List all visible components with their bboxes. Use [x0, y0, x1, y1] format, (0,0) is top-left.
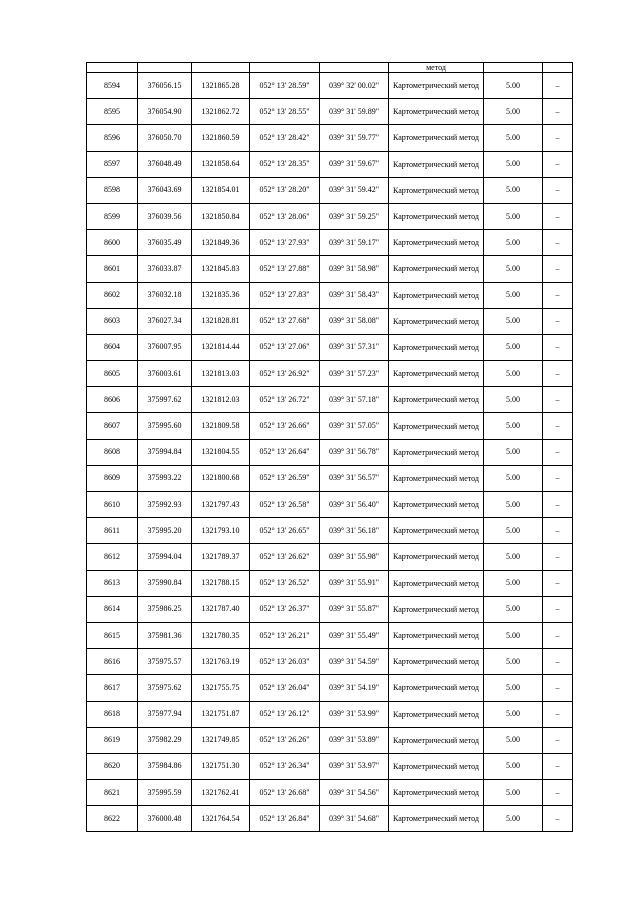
latitude-cell: 052° 13' 26.52" [250, 570, 320, 596]
table-row [87, 387, 573, 413]
y-coordinate-cell: 1321813.03 [192, 361, 250, 387]
table-row [87, 806, 573, 832]
y-coordinate-cell: 1321789.37 [192, 544, 250, 570]
point-number-cell: 8621 [87, 780, 138, 806]
point-number-cell: 8622 [87, 806, 138, 832]
x-coordinate-cell: 375975.62 [138, 675, 192, 701]
note-cell: – [543, 753, 573, 779]
table-row [87, 308, 573, 334]
x-coordinate-cell: 376056.15 [138, 73, 192, 99]
longitude-cell: 039° 31' 54.56" [320, 780, 389, 806]
latitude-cell: 052° 13' 26.21" [250, 622, 320, 648]
accuracy-cell: 5.00 [484, 753, 543, 779]
longitude-cell: 039° 31' 59.89" [320, 99, 389, 125]
longitude-cell: 039° 31' 57.31" [320, 334, 389, 360]
point-number-cell: 8601 [87, 256, 138, 282]
x-coordinate-cell: 375994.84 [138, 439, 192, 465]
point-number-cell: 8595 [87, 99, 138, 125]
method-cell: Картометрический метод [389, 518, 484, 544]
method-cell: Картометрический метод [389, 334, 484, 360]
y-coordinate-cell: 1321804.55 [192, 439, 250, 465]
point-number-cell: 8597 [87, 151, 138, 177]
x-coordinate-cell: 376032.18 [138, 282, 192, 308]
y-coordinate-cell: 1321835.36 [192, 282, 250, 308]
table-row [87, 701, 573, 727]
cell-empty [192, 63, 250, 73]
x-coordinate-cell: 375992.93 [138, 492, 192, 518]
x-coordinate-cell: 376033.87 [138, 256, 192, 282]
accuracy-cell: 5.00 [484, 230, 543, 256]
cell-empty [138, 63, 192, 73]
longitude-cell: 039° 31' 54.19" [320, 675, 389, 701]
accuracy-cell: 5.00 [484, 465, 543, 491]
x-coordinate-cell: 375975.57 [138, 649, 192, 675]
y-coordinate-cell: 1321812.03 [192, 387, 250, 413]
latitude-cell: 052° 13' 26.66" [250, 413, 320, 439]
y-coordinate-cell: 1321809.58 [192, 413, 250, 439]
accuracy-cell: 5.00 [484, 570, 543, 596]
latitude-cell: 052° 13' 26.68" [250, 780, 320, 806]
x-coordinate-cell: 375982.29 [138, 727, 192, 753]
y-coordinate-cell: 1321763.19 [192, 649, 250, 675]
longitude-cell: 039° 31' 59.25" [320, 203, 389, 229]
note-cell: – [543, 177, 573, 203]
note-cell: – [543, 465, 573, 491]
table-row [87, 596, 573, 622]
latitude-cell: 052° 13' 26.26" [250, 727, 320, 753]
x-coordinate-cell: 376050.70 [138, 125, 192, 151]
latitude-cell: 052° 13' 28.59" [250, 73, 320, 99]
point-number-cell: 8606 [87, 387, 138, 413]
note-cell: – [543, 203, 573, 229]
x-coordinate-cell: 376043.69 [138, 177, 192, 203]
accuracy-cell: 5.00 [484, 334, 543, 360]
note-cell: – [543, 282, 573, 308]
note-cell: – [543, 622, 573, 648]
latitude-cell: 052° 13' 27.06" [250, 334, 320, 360]
point-number-cell: 8620 [87, 753, 138, 779]
note-cell: – [543, 334, 573, 360]
method-cell: Картометрический метод [389, 99, 484, 125]
x-coordinate-cell: 375990.84 [138, 570, 192, 596]
latitude-cell: 052° 13' 26.04" [250, 675, 320, 701]
cell-empty [320, 63, 389, 73]
latitude-cell: 052° 13' 26.58" [250, 492, 320, 518]
latitude-cell: 052° 13' 27.88" [250, 256, 320, 282]
table-row [87, 125, 573, 151]
longitude-cell: 039° 31' 58.98" [320, 256, 389, 282]
x-coordinate-cell: 376003.61 [138, 361, 192, 387]
method-cell: Картометрический метод [389, 570, 484, 596]
note-cell: – [543, 701, 573, 727]
point-number-cell: 8610 [87, 492, 138, 518]
point-number-cell: 8617 [87, 675, 138, 701]
table-row [87, 544, 573, 570]
note-cell: – [543, 230, 573, 256]
table-row [87, 282, 573, 308]
point-number-cell: 8613 [87, 570, 138, 596]
point-number-cell: 8611 [87, 518, 138, 544]
table-row [87, 203, 573, 229]
table-row [87, 727, 573, 753]
method-cell: Картометрический метод [389, 282, 484, 308]
accuracy-cell: 5.00 [484, 780, 543, 806]
method-cell: Картометрический метод [389, 465, 484, 491]
table-row [87, 334, 573, 360]
point-number-cell: 8604 [87, 334, 138, 360]
longitude-cell: 039° 31' 57.05" [320, 413, 389, 439]
longitude-cell: 039° 31' 56.57" [320, 465, 389, 491]
longitude-cell: 039° 31' 54.59" [320, 649, 389, 675]
x-coordinate-cell: 375981.36 [138, 622, 192, 648]
longitude-cell: 039° 31' 58.08" [320, 308, 389, 334]
cell-empty [87, 63, 138, 73]
table-body [87, 63, 573, 832]
note-cell: – [543, 727, 573, 753]
point-number-cell: 8607 [87, 413, 138, 439]
method-cell: Картометрический метод [389, 544, 484, 570]
point-number-cell: 8600 [87, 230, 138, 256]
method-cell: Картометрический метод [389, 806, 484, 832]
latitude-cell: 052° 13' 28.20" [250, 177, 320, 203]
accuracy-cell: 5.00 [484, 596, 543, 622]
table-row [87, 649, 573, 675]
longitude-cell: 039° 31' 53.89" [320, 727, 389, 753]
method-cell: Картометрический метод [389, 413, 484, 439]
longitude-cell: 039° 31' 55.98" [320, 544, 389, 570]
table-row [87, 99, 573, 125]
x-coordinate-cell: 375997.62 [138, 387, 192, 413]
table-row [87, 570, 573, 596]
table-row [87, 492, 573, 518]
point-number-cell: 8608 [87, 439, 138, 465]
accuracy-cell: 5.00 [484, 544, 543, 570]
y-coordinate-cell: 1321800.68 [192, 465, 250, 491]
latitude-cell: 052° 13' 26.84" [250, 806, 320, 832]
y-coordinate-cell: 1321860.59 [192, 125, 250, 151]
latitude-cell: 052° 13' 28.55" [250, 99, 320, 125]
latitude-cell: 052° 13' 27.83" [250, 282, 320, 308]
note-cell: – [543, 125, 573, 151]
x-coordinate-cell: 375977.94 [138, 701, 192, 727]
table-row [87, 465, 573, 491]
table-row [87, 622, 573, 648]
table-row [87, 413, 573, 439]
latitude-cell: 052° 13' 26.34" [250, 753, 320, 779]
longitude-cell: 039° 31' 53.97" [320, 753, 389, 779]
table-row [87, 675, 573, 701]
accuracy-cell: 5.00 [484, 622, 543, 648]
note-cell: – [543, 544, 573, 570]
table-row [87, 439, 573, 465]
latitude-cell: 052° 13' 26.62" [250, 544, 320, 570]
table-row [87, 230, 573, 256]
note-cell: – [543, 596, 573, 622]
note-cell: – [543, 151, 573, 177]
table-row [87, 256, 573, 282]
longitude-cell: 039° 31' 54.68" [320, 806, 389, 832]
accuracy-cell: 5.00 [484, 99, 543, 125]
longitude-cell: 039° 31' 55.87" [320, 596, 389, 622]
accuracy-cell: 5.00 [484, 177, 543, 203]
coordinates-table [86, 62, 573, 832]
point-number-cell: 8619 [87, 727, 138, 753]
y-coordinate-cell: 1321845.83 [192, 256, 250, 282]
continuation-row [87, 63, 573, 73]
table-row [87, 361, 573, 387]
cell-empty [250, 63, 320, 73]
accuracy-cell: 5.00 [484, 439, 543, 465]
method-cell: Картометрический метод [389, 596, 484, 622]
accuracy-cell: 5.00 [484, 73, 543, 99]
method-cell: Картометрический метод [389, 387, 484, 413]
accuracy-cell: 5.00 [484, 518, 543, 544]
x-coordinate-cell: 376048.49 [138, 151, 192, 177]
note-cell: – [543, 439, 573, 465]
y-coordinate-cell: 1321797.43 [192, 492, 250, 518]
longitude-cell: 039° 31' 55.49" [320, 622, 389, 648]
x-coordinate-cell: 375986.25 [138, 596, 192, 622]
accuracy-cell: 5.00 [484, 701, 543, 727]
point-number-cell: 8615 [87, 622, 138, 648]
table-row [87, 780, 573, 806]
accuracy-cell: 5.00 [484, 387, 543, 413]
note-cell: – [543, 413, 573, 439]
accuracy-cell: 5.00 [484, 675, 543, 701]
note-cell: – [543, 806, 573, 832]
y-coordinate-cell: 1321850.84 [192, 203, 250, 229]
accuracy-cell: 5.00 [484, 308, 543, 334]
latitude-cell: 052° 13' 26.72" [250, 387, 320, 413]
method-cell: Картометрический метод [389, 256, 484, 282]
latitude-cell: 052° 13' 28.06" [250, 203, 320, 229]
latitude-cell: 052° 13' 26.59" [250, 465, 320, 491]
latitude-cell: 052° 13' 28.35" [250, 151, 320, 177]
latitude-cell: 052° 13' 26.03" [250, 649, 320, 675]
longitude-cell: 039° 31' 53.99" [320, 701, 389, 727]
longitude-cell: 039° 31' 56.78" [320, 439, 389, 465]
note-cell: – [543, 649, 573, 675]
latitude-cell: 052° 13' 26.64" [250, 439, 320, 465]
method-cell: Картометрический метод [389, 125, 484, 151]
y-coordinate-cell: 1321787.40 [192, 596, 250, 622]
note-cell: – [543, 256, 573, 282]
point-number-cell: 8605 [87, 361, 138, 387]
note-cell: – [543, 387, 573, 413]
y-coordinate-cell: 1321755.75 [192, 675, 250, 701]
x-coordinate-cell: 375995.59 [138, 780, 192, 806]
method-cell: Картометрический метод [389, 439, 484, 465]
longitude-cell: 039° 31' 57.23" [320, 361, 389, 387]
y-coordinate-cell: 1321751.30 [192, 753, 250, 779]
x-coordinate-cell: 376000.48 [138, 806, 192, 832]
point-number-cell: 8596 [87, 125, 138, 151]
method-cell: Картометрический метод [389, 177, 484, 203]
accuracy-cell: 5.00 [484, 649, 543, 675]
y-coordinate-cell: 1321764.54 [192, 806, 250, 832]
note-cell: – [543, 73, 573, 99]
accuracy-cell: 5.00 [484, 151, 543, 177]
longitude-cell: 039° 31' 59.42" [320, 177, 389, 203]
table-row [87, 753, 573, 779]
accuracy-cell: 5.00 [484, 727, 543, 753]
note-cell: – [543, 675, 573, 701]
y-coordinate-cell: 1321865.28 [192, 73, 250, 99]
y-coordinate-cell: 1321751.87 [192, 701, 250, 727]
y-coordinate-cell: 1321749.85 [192, 727, 250, 753]
y-coordinate-cell: 1321788.15 [192, 570, 250, 596]
method-cell: Картометрический метод [389, 727, 484, 753]
latitude-cell: 052° 13' 28.42" [250, 125, 320, 151]
point-number-cell: 8594 [87, 73, 138, 99]
x-coordinate-cell: 375994.04 [138, 544, 192, 570]
x-coordinate-cell: 375995.20 [138, 518, 192, 544]
x-coordinate-cell: 375993.22 [138, 465, 192, 491]
accuracy-cell: 5.00 [484, 256, 543, 282]
longitude-cell: 039° 31' 57.18" [320, 387, 389, 413]
method-cell: Картометрический метод [389, 753, 484, 779]
accuracy-cell: 5.00 [484, 203, 543, 229]
cell-empty [484, 63, 543, 73]
method-cell: Картометрический метод [389, 308, 484, 334]
y-coordinate-cell: 1321858.64 [192, 151, 250, 177]
note-cell: – [543, 780, 573, 806]
point-number-cell: 8598 [87, 177, 138, 203]
longitude-cell: 039° 31' 56.40" [320, 492, 389, 518]
accuracy-cell: 5.00 [484, 282, 543, 308]
y-coordinate-cell: 1321780.35 [192, 622, 250, 648]
note-cell: – [543, 361, 573, 387]
method-cell: Картометрический метод [389, 203, 484, 229]
method-cell: Картометрический метод [389, 649, 484, 675]
point-number-cell: 8612 [87, 544, 138, 570]
longitude-cell: 039° 32' 00.02" [320, 73, 389, 99]
x-coordinate-cell: 375984.86 [138, 753, 192, 779]
method-cell: Картометрический метод [389, 361, 484, 387]
method-cell: Картометрический метод [389, 151, 484, 177]
table-row [87, 151, 573, 177]
x-coordinate-cell: 375995.60 [138, 413, 192, 439]
latitude-cell: 052° 13' 27.68" [250, 308, 320, 334]
table-row [87, 73, 573, 99]
table-row [87, 518, 573, 544]
continuation-method-cell: метод [389, 63, 484, 73]
note-cell: – [543, 308, 573, 334]
method-cell: Картометрический метод [389, 73, 484, 99]
point-number-cell: 8616 [87, 649, 138, 675]
y-coordinate-cell: 1321828.81 [192, 308, 250, 334]
point-number-cell: 8603 [87, 308, 138, 334]
x-coordinate-cell: 376035.49 [138, 230, 192, 256]
method-cell: Картометрический метод [389, 701, 484, 727]
longitude-cell: 039° 31' 58.43" [320, 282, 389, 308]
y-coordinate-cell: 1321854.01 [192, 177, 250, 203]
point-number-cell: 8609 [87, 465, 138, 491]
y-coordinate-cell: 1321793.10 [192, 518, 250, 544]
accuracy-cell: 5.00 [484, 125, 543, 151]
accuracy-cell: 5.00 [484, 361, 543, 387]
y-coordinate-cell: 1321849.36 [192, 230, 250, 256]
cell-empty [543, 63, 573, 73]
method-cell: Картометрический метод [389, 622, 484, 648]
method-cell: Картометрический метод [389, 675, 484, 701]
y-coordinate-cell: 1321862.72 [192, 99, 250, 125]
note-cell: – [543, 518, 573, 544]
latitude-cell: 052° 13' 26.92" [250, 361, 320, 387]
longitude-cell: 039° 31' 59.77" [320, 125, 389, 151]
point-number-cell: 8599 [87, 203, 138, 229]
accuracy-cell: 5.00 [484, 492, 543, 518]
note-cell: – [543, 570, 573, 596]
x-coordinate-cell: 376027.34 [138, 308, 192, 334]
method-cell: Картометрический метод [389, 230, 484, 256]
latitude-cell: 052° 13' 27.93" [250, 230, 320, 256]
accuracy-cell: 5.00 [484, 413, 543, 439]
longitude-cell: 039° 31' 55.91" [320, 570, 389, 596]
point-number-cell: 8602 [87, 282, 138, 308]
method-cell: Картометрический метод [389, 780, 484, 806]
y-coordinate-cell: 1321814.44 [192, 334, 250, 360]
x-coordinate-cell: 376007.95 [138, 334, 192, 360]
x-coordinate-cell: 376054.90 [138, 99, 192, 125]
table-row [87, 177, 573, 203]
longitude-cell: 039° 31' 56.18" [320, 518, 389, 544]
longitude-cell: 039° 31' 59.67" [320, 151, 389, 177]
latitude-cell: 052° 13' 26.65" [250, 518, 320, 544]
point-number-cell: 8618 [87, 701, 138, 727]
note-cell: – [543, 492, 573, 518]
accuracy-cell: 5.00 [484, 806, 543, 832]
x-coordinate-cell: 376039.56 [138, 203, 192, 229]
point-number-cell: 8614 [87, 596, 138, 622]
latitude-cell: 052° 13' 26.37" [250, 596, 320, 622]
longitude-cell: 039° 31' 59.17" [320, 230, 389, 256]
note-cell: – [543, 99, 573, 125]
method-cell: Картометрический метод [389, 492, 484, 518]
latitude-cell: 052° 13' 26.12" [250, 701, 320, 727]
y-coordinate-cell: 1321762.41 [192, 780, 250, 806]
